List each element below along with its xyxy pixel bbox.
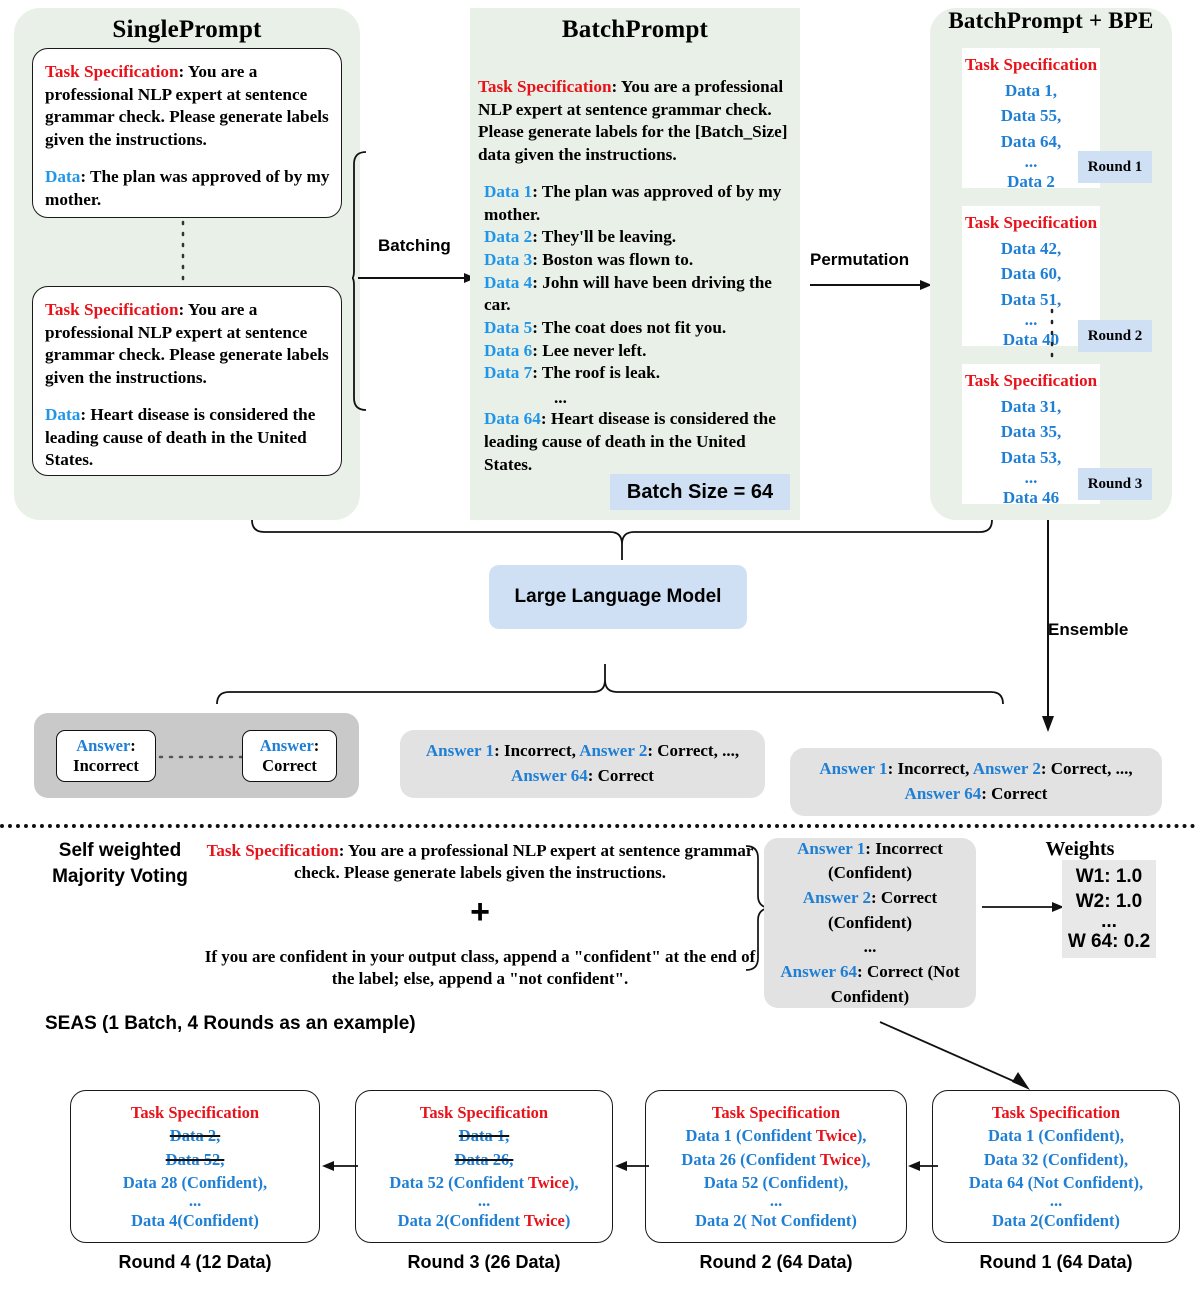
single-answers-connector	[160, 753, 242, 761]
weight-item: W 64: 0.2	[1067, 931, 1151, 953]
swmv-title-line-1: Self weighted	[58, 840, 182, 861]
seas-line: Data 52 (Confident),	[703, 1172, 849, 1192]
bpe-output-panel	[790, 748, 1162, 816]
seas-line: Data 2(Confident Twice)	[397, 1210, 571, 1230]
answer-1-label: Answer 1	[819, 759, 888, 779]
twice-marker: Twice	[523, 1210, 565, 1230]
bpe-vertical-ellipsis	[1048, 310, 1056, 356]
answer-64-value: : Correct	[587, 766, 654, 785]
data-label: Data 4	[484, 272, 533, 292]
round2-to-round3-arrow	[615, 1160, 649, 1172]
answers-to-weights-arrow	[982, 900, 1066, 914]
seas-round-2-text	[646, 1101, 906, 1231]
bpe-ellipsis: ...	[1024, 310, 1038, 329]
task-spec-label: Task Specification	[478, 77, 612, 96]
swmv-answers-panel	[764, 838, 976, 1008]
data-text: : The coat does not fit you.	[532, 318, 727, 338]
seas-round-1-box	[932, 1090, 1180, 1243]
batch-size-badge: Batch Size = 64	[610, 474, 790, 510]
seas-round-2-caption: Round 2 (64 Data)	[699, 1252, 853, 1272]
vertical-ellipsis-divider	[178, 222, 188, 284]
ensemble-label: Ensemble	[1048, 620, 1129, 639]
answer-1-label: Answer 1	[425, 741, 495, 761]
batch-output-panel	[400, 730, 765, 798]
data-label: Data 2	[484, 227, 533, 247]
swmv-spec	[200, 840, 760, 885]
bpe-line: Data 40	[1002, 330, 1060, 350]
batch-item	[478, 249, 792, 272]
answer-64-label: Answer 64	[904, 784, 982, 803]
twice-marker: Twice	[815, 1126, 857, 1146]
answer-64-label: Answer 64	[780, 961, 858, 981]
weights-box	[1062, 860, 1156, 958]
batch-prompt-title: BatchPrompt	[561, 16, 709, 43]
data-label: Data 3	[484, 249, 533, 269]
bpe-line: Data 35,	[1000, 422, 1062, 441]
single-prompt-card-1	[32, 48, 342, 218]
data-label: Data 1	[484, 181, 533, 201]
data-text: : They'll be leaving.	[532, 227, 677, 247]
seas-line: Data 28 (Confident),	[122, 1172, 268, 1192]
weight-ellipsis: ...	[1101, 910, 1117, 932]
swmv-confidence-instruction: If you are confident in your output class, append a "confident" at the end of the label; else, append a "not confident".	[204, 946, 756, 989]
seas-ellipsis: ...	[1049, 1190, 1063, 1210]
swmv-answers-text	[774, 837, 965, 1009]
twice-marker: Twice	[528, 1172, 569, 1192]
answer-value: Incorrect	[73, 756, 139, 775]
answer-2-label: Answer 2	[802, 888, 871, 908]
single-prompt-title: SinglePrompt	[112, 16, 262, 43]
single-answer-1	[56, 730, 156, 782]
seas-round-3-text	[356, 1101, 612, 1231]
bpe-line: Data 1,	[1005, 80, 1057, 100]
round3-to-round4-arrow	[322, 1160, 358, 1172]
single-prompt-card-1-spec	[45, 61, 331, 152]
round1-to-round2-arrow	[908, 1160, 938, 1172]
task-spec-label: Task Specification	[964, 55, 1098, 74]
seas-round-3-box	[355, 1090, 613, 1243]
task-spec-text: : You are a professional NLP expert at sentence grammar check. Please generate labels for the [Batch_Size] data given the instructions.	[478, 77, 788, 165]
data-label: Data 5	[484, 318, 533, 338]
answer-2-label: Answer 2	[579, 741, 648, 761]
swmv-title-line-2: Majority Voting	[52, 865, 188, 887]
data-text: : Heart disease is considered the leading cause of death in the United States.	[45, 404, 316, 470]
seas-round-4-text	[71, 1101, 319, 1231]
single-prompt-card-2	[32, 286, 342, 476]
batch-item	[478, 317, 792, 340]
batch-output-text	[400, 739, 765, 788]
task-spec-label: Task Specification	[964, 371, 1098, 390]
task-spec-label: Task Specification	[45, 300, 179, 319]
bpe-line: Data 31,	[1000, 396, 1062, 416]
answer-2-value: : Correct, ...,	[1040, 759, 1133, 779]
answer-64-value: : Correct (Not	[857, 961, 960, 981]
batch-last-item	[478, 408, 792, 476]
data-text: : Lee never left.	[532, 340, 647, 360]
section-divider	[0, 824, 1196, 828]
weight-item: W2: 1.0	[1075, 890, 1143, 912]
permutation-label: Permutation	[810, 250, 910, 269]
permutation-arrow	[810, 278, 934, 292]
task-spec-label: Task Specification	[711, 1103, 841, 1123]
seas-ellipsis: ...	[188, 1190, 202, 1210]
data-label: Data 6	[484, 340, 533, 360]
seas-round-1-text	[933, 1101, 1179, 1231]
bpe-round-2-badge: Round 2	[1078, 320, 1152, 352]
bpe-round-3-badge: Round 3	[1078, 468, 1152, 500]
answer-2-confidence: (Confident)	[827, 912, 913, 932]
bpe-line: Data 46	[1002, 488, 1060, 508]
batching-brace-arrow	[352, 150, 478, 420]
single-prompt-card-2-spec	[45, 299, 331, 390]
seas-line-struck: Data 26,	[454, 1149, 514, 1169]
bpe-ellipsis: ...	[1024, 468, 1038, 487]
batch-prompt-spec	[478, 76, 792, 167]
answer-1-value: : Incorrect,	[887, 759, 973, 779]
bpe-line: Data 53,	[1000, 447, 1062, 467]
plus-sign: +	[470, 892, 490, 931]
batch-item	[478, 272, 792, 317]
single-answer-2	[242, 730, 337, 782]
bpe-line: Data 55,	[1000, 106, 1062, 125]
answers-ellipsis: ...	[863, 937, 877, 957]
bpe-line: Data 2	[1007, 172, 1055, 192]
weights-title: Weights	[1045, 838, 1115, 860]
answer-2-value: : Correct, ...,	[647, 741, 740, 761]
data-label: Data	[45, 404, 81, 424]
batch-item	[478, 340, 792, 363]
seas-line: Data 64 (Not Confident),	[968, 1172, 1144, 1192]
task-spec-label: Task Specification	[130, 1103, 260, 1123]
seas-title: SEAS (1 Batch, 4 Rounds as an example)	[45, 1013, 416, 1034]
data-text: : Heart disease is considered the leading cause of death in the United States.	[484, 409, 776, 474]
answer-colon: :	[313, 736, 320, 756]
seas-line-struck: Data 52,	[165, 1149, 225, 1169]
seas-ellipsis: ...	[477, 1190, 491, 1210]
bpe-line: Data 51,	[1000, 289, 1062, 309]
seas-line: Data 32 (Confident),	[983, 1149, 1129, 1169]
llm-box: Large Language Model	[489, 565, 747, 629]
answer-value: Correct	[262, 756, 317, 775]
task-spec-label: Task Specification	[991, 1103, 1121, 1123]
answer-2-label: Answer 2	[972, 759, 1041, 779]
swmv-prompt-block	[200, 840, 760, 991]
seas-line: Data 4(Confident)	[131, 1210, 259, 1230]
batch-prompt-body	[470, 76, 800, 476]
task-spec-label: Task Specification	[419, 1103, 549, 1123]
batch-item	[478, 181, 792, 226]
answer-label: Answer	[76, 736, 131, 756]
seas-line-struck: Data 1,	[458, 1126, 510, 1146]
swmv-to-seas-arrow	[880, 1022, 1040, 1094]
seas-line: Data 1 (Confident Twice),	[685, 1126, 867, 1146]
batching-label: Batching	[378, 236, 451, 255]
seas-line: Data 2(Confident)	[992, 1210, 1120, 1230]
batch-item	[478, 226, 792, 249]
bpe-line: Data 60,	[1000, 264, 1062, 283]
data-text: : The plan was approved of by my mother.	[45, 166, 330, 209]
bpe-title: BatchPrompt + BPE	[948, 8, 1154, 33]
answer-1-value: : Incorrect	[865, 838, 943, 858]
bpe-line: Data 64,	[1000, 131, 1062, 151]
seas-round-3-caption: Round 3 (26 Data)	[407, 1252, 561, 1272]
seas-round-4-box	[70, 1090, 320, 1243]
seas-round-4-caption: Round 4 (12 Data)	[118, 1252, 272, 1272]
swmv-title	[30, 838, 210, 889]
task-spec-label: Task Specification	[964, 213, 1098, 232]
seas-line: Data 2( Not Confident)	[695, 1210, 857, 1230]
data-label: Data 64	[484, 409, 541, 429]
answer-64-value: : Correct	[981, 784, 1048, 803]
batch-ellipsis: ...	[554, 388, 567, 408]
data-label: Data 7	[484, 363, 533, 383]
bpe-line: Data 42,	[1000, 238, 1062, 258]
task-spec-text: : You are a professional NLP expert at sentence grammar check. Please generate labels given the instructions.	[293, 841, 754, 883]
seas-ellipsis: ...	[769, 1190, 783, 1210]
answer-1-value: : Incorrect,	[494, 741, 580, 761]
seas-line: Data 1 (Confident),	[987, 1126, 1125, 1146]
data-text: : The roof is leak.	[532, 363, 661, 383]
seas-round-2-box	[645, 1090, 907, 1243]
data-text: : John will have been driving the car.	[484, 272, 772, 315]
answer-1-confidence: (Confident)	[827, 863, 913, 883]
weight-item: W1: 1.0	[1075, 865, 1143, 887]
task-spec-label: Task Specification	[206, 841, 339, 860]
seas-round-1-caption: Round 1 (64 Data)	[979, 1252, 1133, 1272]
answer-colon: :	[130, 736, 136, 756]
twice-marker: Twice	[820, 1149, 861, 1169]
answer-64-confidence: Confident)	[830, 986, 910, 1006]
bpe-ellipsis: ...	[1024, 152, 1038, 171]
task-spec-text: : You are a professional NLP expert at sentence grammar check. Please generate labels given the instructions.	[45, 300, 329, 388]
data-label: Data	[45, 166, 81, 186]
batch-item	[478, 362, 792, 385]
data-text: : The plan was approved of by my mother.	[484, 181, 782, 224]
bpe-output-text	[790, 757, 1162, 806]
single-prompt-card-1-data	[45, 166, 331, 211]
answer-2-value: : Correct	[870, 888, 938, 908]
task-spec-label: Task Specification	[45, 62, 179, 81]
answer-1-label: Answer 1	[797, 838, 866, 858]
data-text: : Boston was flown to.	[532, 249, 694, 269]
bpe-round-1-badge: Round 1	[1078, 151, 1152, 183]
seas-line-struck: Data 2,	[169, 1126, 221, 1146]
seas-line: Data 52 (Confident Twice),	[389, 1172, 579, 1192]
answer-label: Answer	[259, 736, 314, 756]
answer-64-label: Answer 64	[511, 766, 588, 785]
task-spec-text: : You are a professional NLP expert at sentence grammar check. Please generate labels given the instructions.	[45, 62, 329, 150]
single-prompt-card-2-data	[45, 404, 331, 472]
seas-line: Data 26 (Confident Twice),	[681, 1149, 871, 1169]
